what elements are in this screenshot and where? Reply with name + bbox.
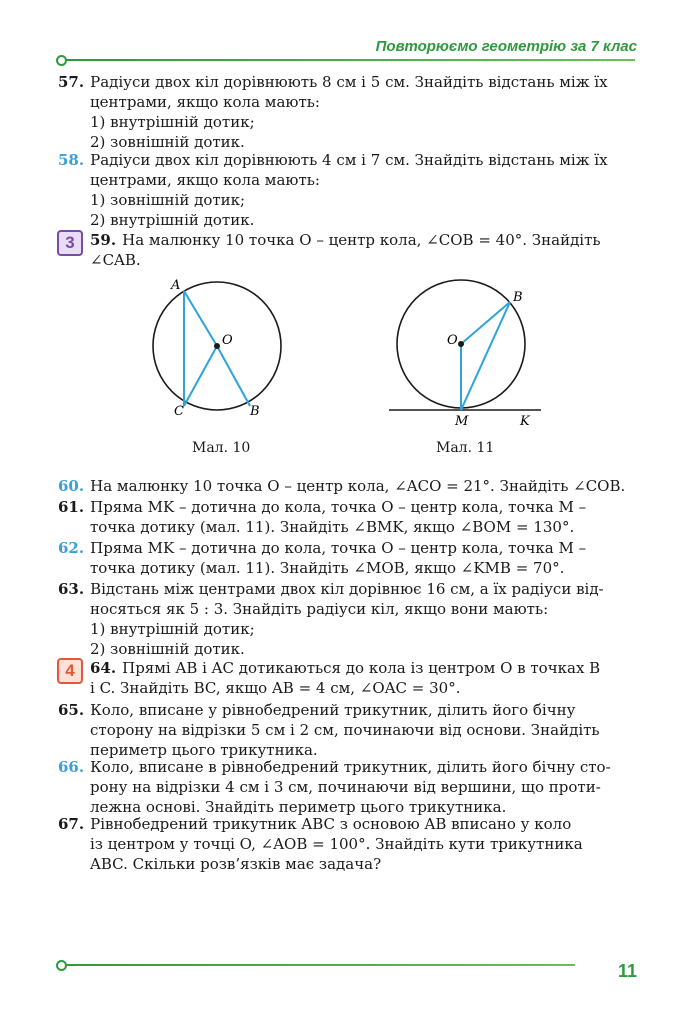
problem-number: 67. [58,815,85,833]
problem-text: Пряма MK – дотична до кола, точка O – центр кола, точка M – [90,539,587,557]
problem-text: точка дотику (мал. 11). Знайдіть ∠MOB, якщо ∠KMB = 70°. [90,559,565,577]
figure-10 [140,272,340,422]
problem-number: 61. [58,498,85,516]
segment-ao [184,291,217,346]
problem-66 [58,757,638,817]
segment-co [184,346,217,406]
problem-option: 1) внутрішній дотик; [90,620,255,638]
label-b: B [250,404,260,419]
label-o: O [222,333,233,348]
problem-text: і C. Знайдіть BC, якщо AB = 4 см, ∠OAC = 30°. [90,679,461,697]
problem-text: Коло, вписане в рівнобедрений трикутник, ділить його бічну сто- [90,758,611,776]
problem-text: лежна основі. Знайдіть периметр цього трикутника. [90,798,507,816]
problem-61 [58,497,638,537]
problem-number: 59. [90,231,117,249]
label-m: M [455,414,469,427]
problem-text: центрами, якщо кола мають: [90,93,320,111]
problem-text: На малюнку 10 точка O – центр кола, ∠ACO = 21°. Знайдіть ∠COB. [90,477,626,495]
problem-text: периметр цього трикутника. [90,741,318,759]
figure-10-caption: Мал. 10 [192,440,251,456]
segment-ob [217,346,250,406]
problem-text: ∠CAB. [90,251,141,269]
problem-option: 2) зовнішній дотик. [90,133,245,151]
level-4-icon: 4 [57,658,83,684]
problem-number: 62. [58,539,85,557]
problem-text: Коло, вписане у рівнобедрений трикутник, ділить його бічну [90,701,576,719]
problem-option: 1) зовнішній дотик; [90,191,246,209]
footer-rule [60,964,575,966]
problem-65 [58,700,638,760]
problem-option: 1) внутрішній дотик; [90,113,255,131]
label-a: A [171,278,181,293]
label-o: O [447,333,458,348]
problem-text: із центром у точці O, ∠AOB = 100°. Знайдіть кути трикутника [90,835,583,853]
problem-text: Радіуси двох кіл дорівнюють 8 см і 5 см. Знайдіть відстань між їх [90,73,608,91]
problem-60 [58,476,638,496]
problem-option: 2) зовнішній дотик. [90,640,245,658]
problem-58 [58,150,638,230]
problem-62 [58,538,638,578]
problem-text: носяться як 5 : 3. Знайдіть радіуси кіл, якщо вони мають: [90,600,549,618]
problem-text: Радіуси двох кіл дорівнюють 4 см і 7 см. Знайдіть відстань між їх [90,151,608,169]
problem-text: Пряма MK – дотична до кола, точка O – центр кола, точка M – [90,498,587,516]
problem-number: 65. [58,701,85,719]
problem-number: 63. [58,580,85,598]
problem-number: 57. [58,73,85,91]
problem-63 [58,579,638,659]
problem-text: точка дотику (мал. 11). Знайдіть ∠BMK, якщо ∠BOM = 130°. [90,518,575,536]
problem-number: 66. [58,758,85,776]
segment-ob [461,302,510,344]
problem-text: Відстань між центрами двох кіл дорівнює 16 см, а їх радіуси від- [90,580,604,598]
header-rule-dot [56,55,67,66]
center-point [214,343,220,349]
problem-text: ABC. Скільки розв’язків має задача? [90,855,382,873]
level-3-icon: 3 [57,230,83,256]
problem-text: центрами, якщо кола мають: [90,171,320,189]
segment-mb [461,302,510,410]
label-k: K [520,414,530,427]
problem-57 [58,72,638,152]
figure-11 [385,272,555,427]
center-point [458,341,464,347]
problem-59 [90,230,638,270]
problem-number: 60. [58,477,85,495]
problem-number: 64. [90,659,117,677]
label-c: C [174,404,184,419]
section-title: Повторюємо геометрію за 7 клас [375,38,637,55]
footer-rule-dot [56,960,67,971]
problem-option: 2) внутрішній дотик. [90,211,255,229]
page-number: 11 [617,961,637,981]
problem-text: рону на відрізки 4 см і 3 см, починаючи від вершини, що проти- [90,778,601,796]
problem-text: сторону на відрізки 5 см і 2 см, починаючи від основи. Знайдіть [90,721,600,739]
problem-64 [90,658,638,698]
header-rule [60,59,635,61]
figure-11-caption: Мал. 11 [436,440,495,456]
problem-text: На малюнку 10 точка O – центр кола, ∠COB = 40°. Знайдіть [122,231,601,249]
problem-67 [58,814,638,874]
problem-number: 58. [58,151,85,169]
label-b: B [513,290,523,305]
problem-text: Рівнобедрений трикутник ABC з основою AB вписано у коло [90,815,572,833]
problem-text: Прямі AB і AC дотикаються до кола із центром O в точках B [122,659,601,677]
